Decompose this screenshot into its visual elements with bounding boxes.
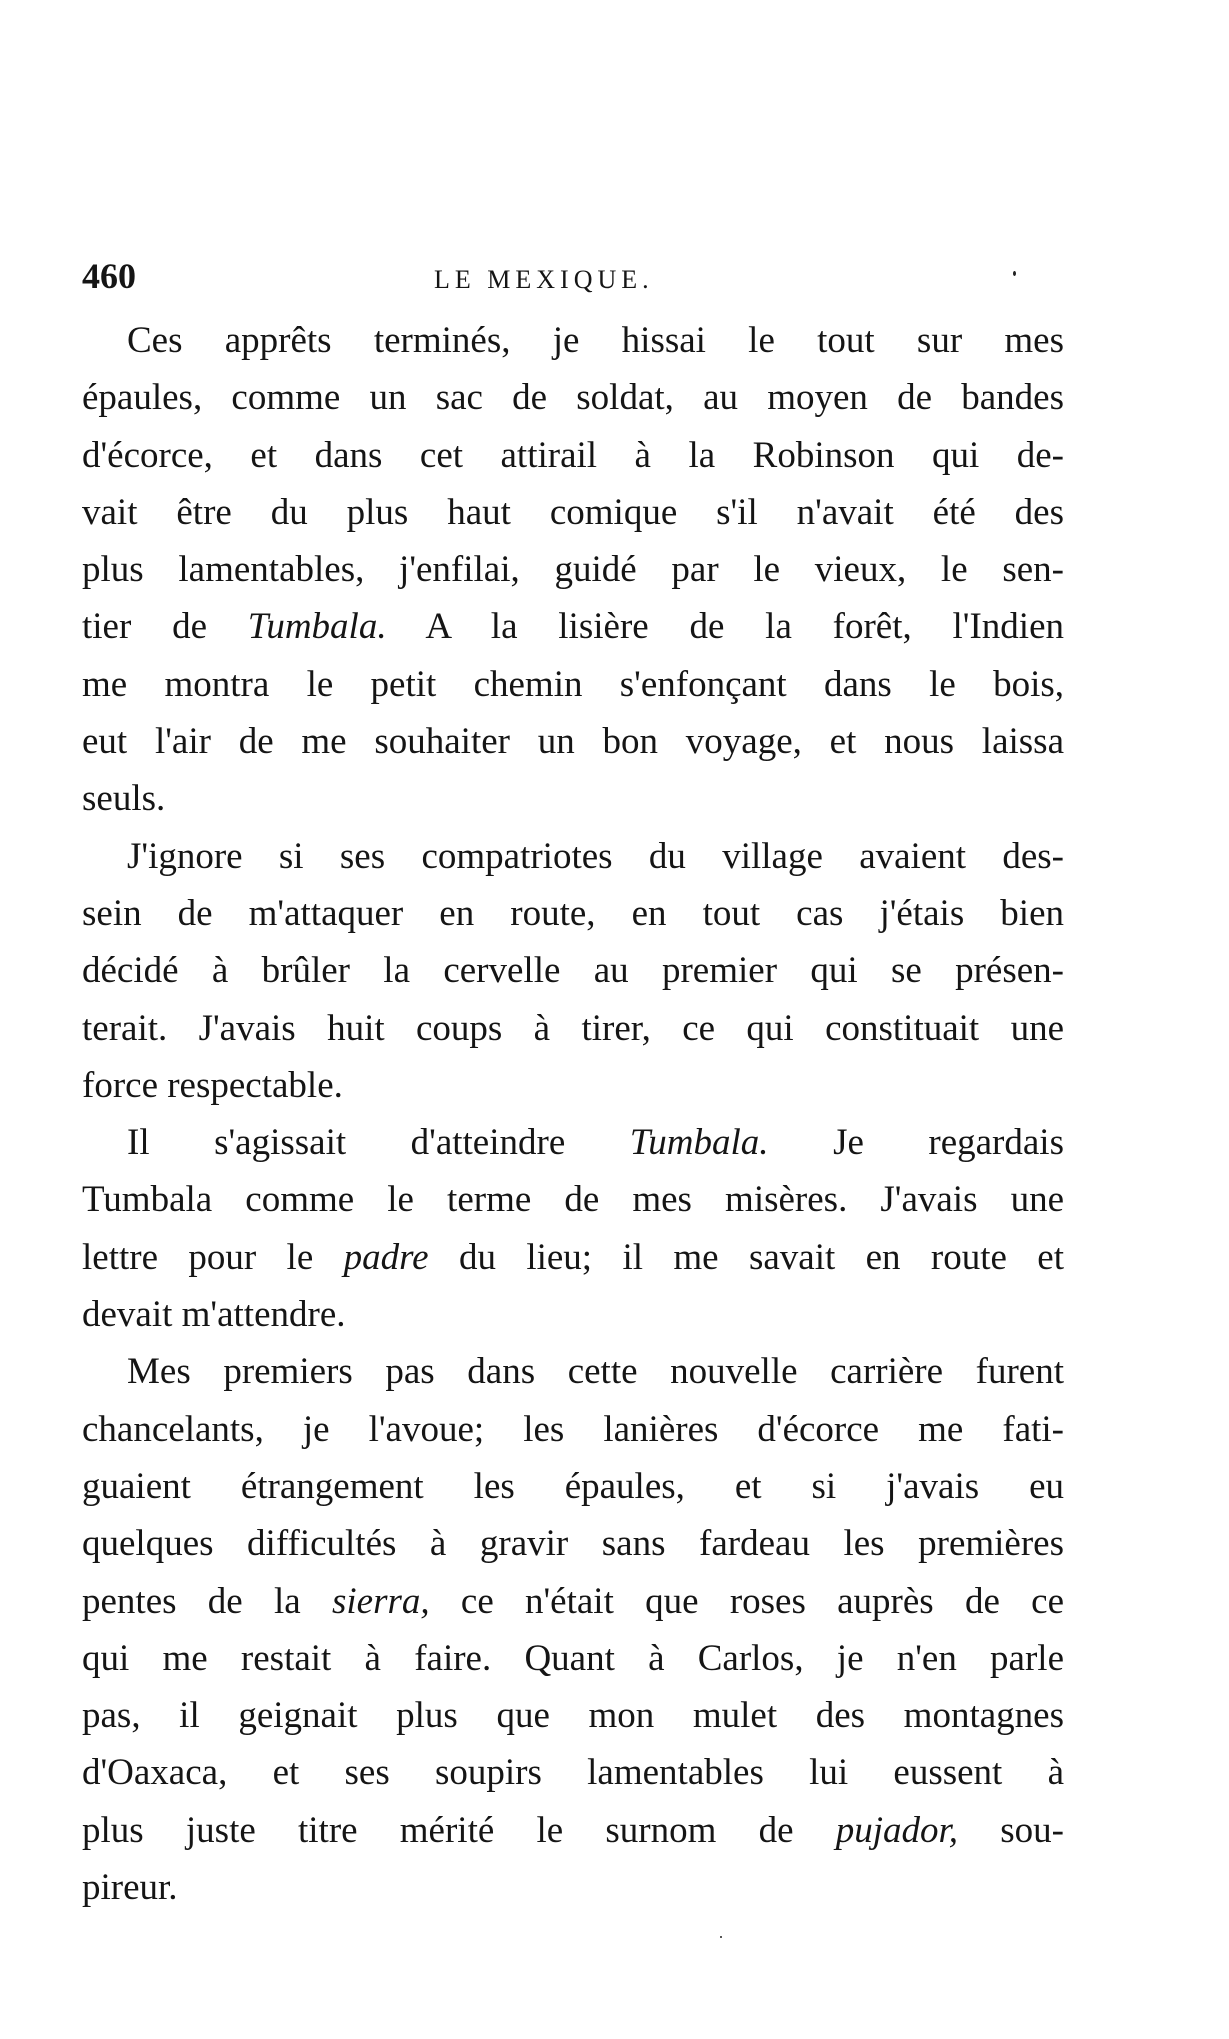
italic-word: pujador,	[835, 1809, 959, 1851]
text-run: lettre pour le	[82, 1236, 344, 1278]
text-line: sein de m'attaquer en route, en tout cas j'étais bien	[82, 892, 1064, 934]
text-line: pireur.	[82, 1867, 178, 1909]
paragraph	[82, 1114, 1064, 1343]
paragraph	[82, 828, 1064, 1114]
text-line: seuls.	[82, 778, 166, 820]
text-line: d'écorce, et dans cet attirail à la Robinson qui de-	[82, 434, 1064, 476]
text-line	[82, 598, 1064, 655]
text-line: d'Oaxaca, et ses soupirs lamentables lui eussent à	[82, 1752, 1064, 1794]
text-line: qui me restait à faire. Quant à Carlos, je n'en parle	[82, 1637, 1064, 1679]
text-run: sou-	[958, 1809, 1064, 1851]
italic-word: sierra,	[331, 1580, 430, 1622]
text-line: me montra le petit chemin s'enfonçant dans le bois,	[82, 663, 1064, 705]
text-line: pas, il geignait plus que mon mulet des montagnes	[82, 1695, 1064, 1737]
text-line: terait. J'avais huit coups à tirer, ce qui constituait une	[82, 1007, 1064, 1049]
text-line: quelques difficultés à gravir sans fardeau les premières	[82, 1523, 1064, 1565]
text-line	[82, 1573, 1064, 1630]
text-line: vait être du plus haut comique s'il n'avait été des	[82, 491, 1064, 533]
text-run: ce n'était que roses auprès de ce	[429, 1580, 1064, 1622]
text-run: A la lisière de la forêt, l'Indien	[386, 606, 1064, 648]
running-title: LE MEXIQUE.	[434, 265, 654, 294]
text-line	[82, 1802, 1064, 1859]
text-line	[82, 1114, 1064, 1171]
paragraph	[82, 312, 1064, 828]
text-run: du lieu; il me savait en route et	[428, 1236, 1065, 1278]
text-run: tier de	[82, 606, 248, 648]
text-line: eut l'air de me souhaiter un bon voyage, et nous laissa	[82, 721, 1064, 763]
text-line: devait m'attendre.	[82, 1294, 346, 1336]
italic-word: Tumbala.	[629, 1122, 769, 1164]
paragraph	[82, 1343, 1064, 1916]
body-text	[82, 312, 1064, 1916]
text-run: plus juste titre mérité le surnom de	[82, 1809, 836, 1851]
text-line: J'ignore si ses compatriotes du village avaient des-	[127, 835, 1064, 877]
text-line: Tumbala comme le terme de mes misères. J'avais une	[82, 1179, 1064, 1221]
text-line: Mes premiers pas dans cette nouvelle carrière furent	[127, 1351, 1064, 1393]
text-line: plus lamentables, j'enfilai, guidé par le vieux, le sen-	[82, 549, 1064, 591]
text-line: force respectable.	[82, 1064, 343, 1106]
italic-word: Tumbala.	[247, 606, 387, 648]
text-line: chancelants, je l'avoue; les lanières d'écorce me fati-	[82, 1408, 1064, 1450]
text-run: pentes de la	[82, 1580, 332, 1622]
italic-word: padre	[343, 1236, 429, 1278]
text-line: Ces apprêts terminés, je hissai le tout sur mes	[127, 320, 1064, 361]
text-run: Je regardais	[768, 1122, 1064, 1164]
text-run: Il s'agissait d'atteindre	[127, 1122, 630, 1164]
text-line: décidé à brûler la cervelle au premier qui se présen-	[82, 950, 1064, 992]
text-line: guaient étrangement les épaules, et si j'avais eu	[82, 1465, 1064, 1507]
text-line	[82, 1229, 1064, 1286]
page-number: 460	[82, 256, 136, 296]
text-line: épaules, comme un sac de soldat, au moyen de bandes	[82, 377, 1064, 419]
